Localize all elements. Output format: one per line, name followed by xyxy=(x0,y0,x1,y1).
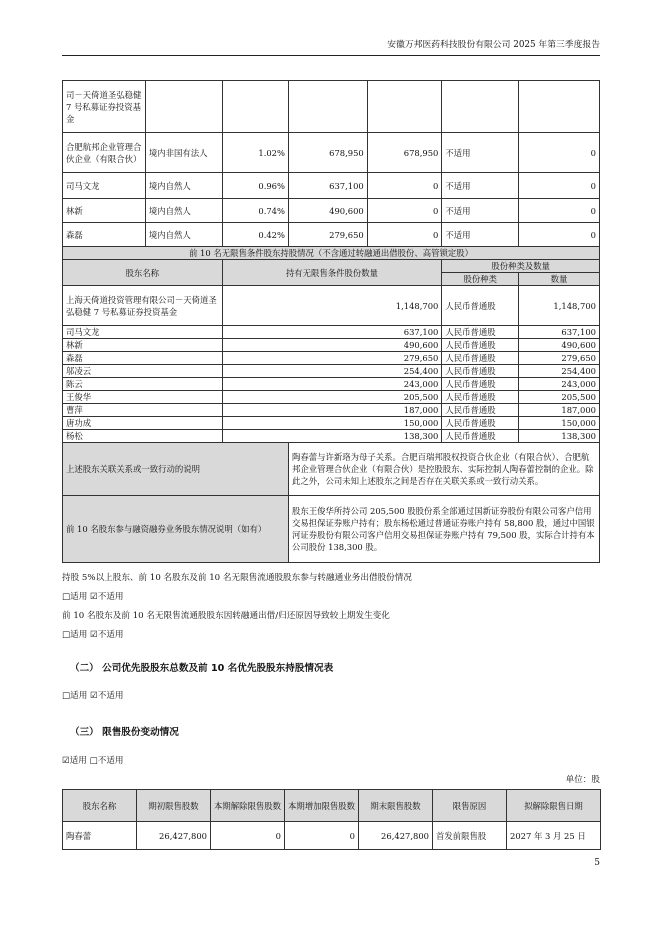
unit-label: 单位：股 xyxy=(565,775,600,785)
col-header: 期初限售股数 xyxy=(137,790,211,822)
unrestricted-qty: 205,500 xyxy=(222,391,442,404)
col-header-type-group: 股份种类及数量 xyxy=(442,260,600,273)
holder-shares: 490,600 xyxy=(288,199,367,223)
holder-pledge-qty: 0 xyxy=(519,133,600,173)
unrestricted-type: 人民币普通股 xyxy=(442,339,519,352)
unrestricted-num: 637,100 xyxy=(519,326,600,339)
restricted-end: 26,427,800 xyxy=(359,822,433,850)
unrestricted-qty: 187,000 xyxy=(222,404,442,417)
table-row xyxy=(63,173,600,199)
unrestricted-qty: 150,000 xyxy=(222,417,442,430)
unrestricted-title: 前 10 名无限售条件股东持股情况（不含通过转融通出借股份、高管锁定股） xyxy=(63,247,600,260)
unrestricted-qty: 279,650 xyxy=(222,352,442,365)
holder-shares: 637,100 xyxy=(288,173,367,199)
section3-title: （三） 限售股份变动情况 xyxy=(70,727,179,738)
holder-name: 林新 xyxy=(63,199,146,223)
table-row xyxy=(63,365,600,378)
holder-name: 合肥航邦企业管理合伙企业（有限合伙） xyxy=(63,133,146,173)
relation-label: 上述股东关联关系或一致行动的说明 xyxy=(63,443,289,496)
holder-nature: 境内自然人 xyxy=(145,173,222,199)
table-row xyxy=(63,822,601,850)
holder-shares: 678,950 xyxy=(288,133,367,173)
table-row xyxy=(63,223,600,247)
change-checkbox: □适用 ☑不适用 xyxy=(62,630,124,640)
table-row xyxy=(63,417,600,430)
unrestricted-qty: 637,100 xyxy=(222,326,442,339)
unrestricted-type: 人民币普通股 xyxy=(442,352,519,365)
holder-ratio: 0.74% xyxy=(222,199,288,223)
restricted-added: 0 xyxy=(285,822,359,850)
relation-text: 陶春蕾与许新珞为母子关系。合肥百瑞邦股权投资合伙企业（有限合伙）、合肥航邦企业管理合伙企业（有限合伙）是控股股东、实际控制人陶春蕾控制的企业。除此之外，公司未知上述股东之间是否存在关联关系或一致行动关系。 xyxy=(288,443,599,496)
unrestricted-name: 曹萍 xyxy=(63,404,223,417)
holder-name: 司－天倚道圣弘稳健 7 号私募证券投资基金 xyxy=(63,81,146,133)
report-header: 安徽万邦医药科技股份有限公司 2025 年第三季度报告 xyxy=(387,40,600,50)
table-row xyxy=(63,430,600,443)
holder-pledge-qty: 0 xyxy=(519,199,600,223)
col-header: 限售原因 xyxy=(433,790,507,822)
restricted-reason: 首发前限售股 xyxy=(433,822,507,850)
unrestricted-type: 人民币普通股 xyxy=(442,430,519,443)
shareholder-table xyxy=(62,80,600,563)
holder-pledge: 不适用 xyxy=(442,199,519,223)
table-row xyxy=(63,133,600,173)
unrestricted-name: 森磊 xyxy=(63,352,223,365)
holder-name: 森磊 xyxy=(63,223,146,247)
unrestricted-type: 人民币普通股 xyxy=(442,391,519,404)
lending-note: 持股 5%以上股东、前 10 名股东及前 10 名无限售流通股股东参与转融通业务出借股份情况 xyxy=(62,573,412,583)
col-header-qty: 持有无限售条件股份数量 xyxy=(222,260,442,286)
unrestricted-num: 150,000 xyxy=(519,417,600,430)
col-header-type: 股份种类 xyxy=(442,273,519,286)
col-header-num: 数量 xyxy=(519,273,600,286)
col-header: 拟解除限售日期 xyxy=(507,790,601,822)
unrestricted-name: 林新 xyxy=(63,339,223,352)
holder-restricted: 678,950 xyxy=(367,133,442,173)
unrestricted-name: 杨松 xyxy=(63,430,223,443)
holder-pledge: 不适用 xyxy=(442,173,519,199)
restricted-released: 0 xyxy=(211,822,285,850)
section3-checkbox: ☑适用 □不适用 xyxy=(62,756,124,766)
unrestricted-num: 205,500 xyxy=(519,391,600,404)
restricted-name: 陶春蕾 xyxy=(63,822,137,850)
unrestricted-name: 上海天倚道投资管理有限公司－天倚道圣弘稳健 7 号私募证券投资基金 xyxy=(63,286,223,326)
table-row xyxy=(63,199,600,223)
holder-shares: 279,650 xyxy=(288,223,367,247)
unrestricted-num: 187,000 xyxy=(519,404,600,417)
unrestricted-qty: 254,400 xyxy=(222,365,442,378)
margin-row xyxy=(63,496,600,563)
col-header: 本期增加限售股数 xyxy=(285,790,359,822)
holder-ratio: 0.42% xyxy=(222,223,288,247)
unrestricted-type: 人民币普通股 xyxy=(442,417,519,430)
holder-pledge-qty: 0 xyxy=(519,223,600,247)
holder-restricted: 0 xyxy=(367,173,442,199)
unrestricted-qty: 490,600 xyxy=(222,339,442,352)
table-row xyxy=(63,378,600,391)
unrestricted-qty: 1,148,700 xyxy=(222,286,442,326)
table-row xyxy=(63,326,600,339)
unrestricted-num: 490,600 xyxy=(519,339,600,352)
unrestricted-type: 人民币普通股 xyxy=(442,326,519,339)
lending-checkbox: □适用 ☑不适用 xyxy=(62,592,124,602)
restricted-header-row xyxy=(63,790,601,822)
col-header: 股东名称 xyxy=(63,790,137,822)
table-row xyxy=(63,404,600,417)
page-number: 5 xyxy=(594,858,600,868)
unrestricted-type: 人民币普通股 xyxy=(442,286,519,326)
unrestricted-name: 王俊华 xyxy=(63,391,223,404)
restricted-begin: 26,427,800 xyxy=(137,822,211,850)
unrestricted-name: 唐功成 xyxy=(63,417,223,430)
holder-nature: 境内自然人 xyxy=(145,199,222,223)
unrestricted-title-row xyxy=(63,247,600,260)
holder-nature: 境内自然人 xyxy=(145,223,222,247)
unrestricted-num: 254,400 xyxy=(519,365,600,378)
holder-pledge: 不适用 xyxy=(442,223,519,247)
col-header-name: 股东名称 xyxy=(63,260,223,286)
holder-ratio: 0.96% xyxy=(222,173,288,199)
margin-text: 股东王俊华所持公司 205,500 股股份系全部通过国新证券股份有限公司客户信用交易担保证券账户持有；股东杨松通过普通证券账户持有 58,800 股，通过中国银河证券股份有限公司客户信用交易担保证券账户持有 79,500 股，实际合计持有本公司股份 138,300 股。 xyxy=(288,496,599,563)
holder-restricted: 0 xyxy=(367,223,442,247)
unrestricted-type: 人民币普通股 xyxy=(442,404,519,417)
unrestricted-qty: 138,300 xyxy=(222,430,442,443)
unrestricted-num: 279,650 xyxy=(519,352,600,365)
table-row xyxy=(63,391,600,404)
margin-label: 前 10 名股东参与融资融券业务股东情况说明（如有） xyxy=(63,496,289,563)
col-header: 本期解除限售股数 xyxy=(211,790,285,822)
restricted-table xyxy=(62,789,601,850)
holder-nature: 境内非国有法人 xyxy=(145,133,222,173)
unrestricted-name: 陈云 xyxy=(63,378,223,391)
section2-checkbox: □适用 ☑不适用 xyxy=(62,691,124,701)
holder-name: 司马文龙 xyxy=(63,173,146,199)
unrestricted-qty: 243,000 xyxy=(222,378,442,391)
holder-pledge-qty: 0 xyxy=(519,173,600,199)
unrestricted-name: 邬凌云 xyxy=(63,365,223,378)
table-row xyxy=(63,286,600,326)
restricted-date: 2027 年 3 月 25 日 xyxy=(507,822,601,850)
holder-ratio: 1.02% xyxy=(222,133,288,173)
section2-title: （二） 公司优先股股东总数及前 10 名优先股股东持股情况表 xyxy=(70,663,334,674)
unrestricted-num: 243,000 xyxy=(519,378,600,391)
unrestricted-type: 人民币普通股 xyxy=(442,365,519,378)
table-row xyxy=(63,339,600,352)
unrestricted-name: 司马文龙 xyxy=(63,326,223,339)
unrestricted-type: 人民币普通股 xyxy=(442,378,519,391)
relation-row xyxy=(63,443,600,496)
table-row xyxy=(63,352,600,365)
header-rule xyxy=(62,55,600,56)
col-header: 期末限售股数 xyxy=(359,790,433,822)
table-row-continued xyxy=(63,81,600,133)
unrestricted-num: 1,148,700 xyxy=(519,286,600,326)
unrestricted-num: 138,300 xyxy=(519,430,600,443)
holder-restricted: 0 xyxy=(367,199,442,223)
holder-pledge: 不适用 xyxy=(442,133,519,173)
change-note: 前 10 名股东及前 10 名无限售流通股股东因转融通出借/归还原因导致较上期发生变化 xyxy=(62,611,390,621)
